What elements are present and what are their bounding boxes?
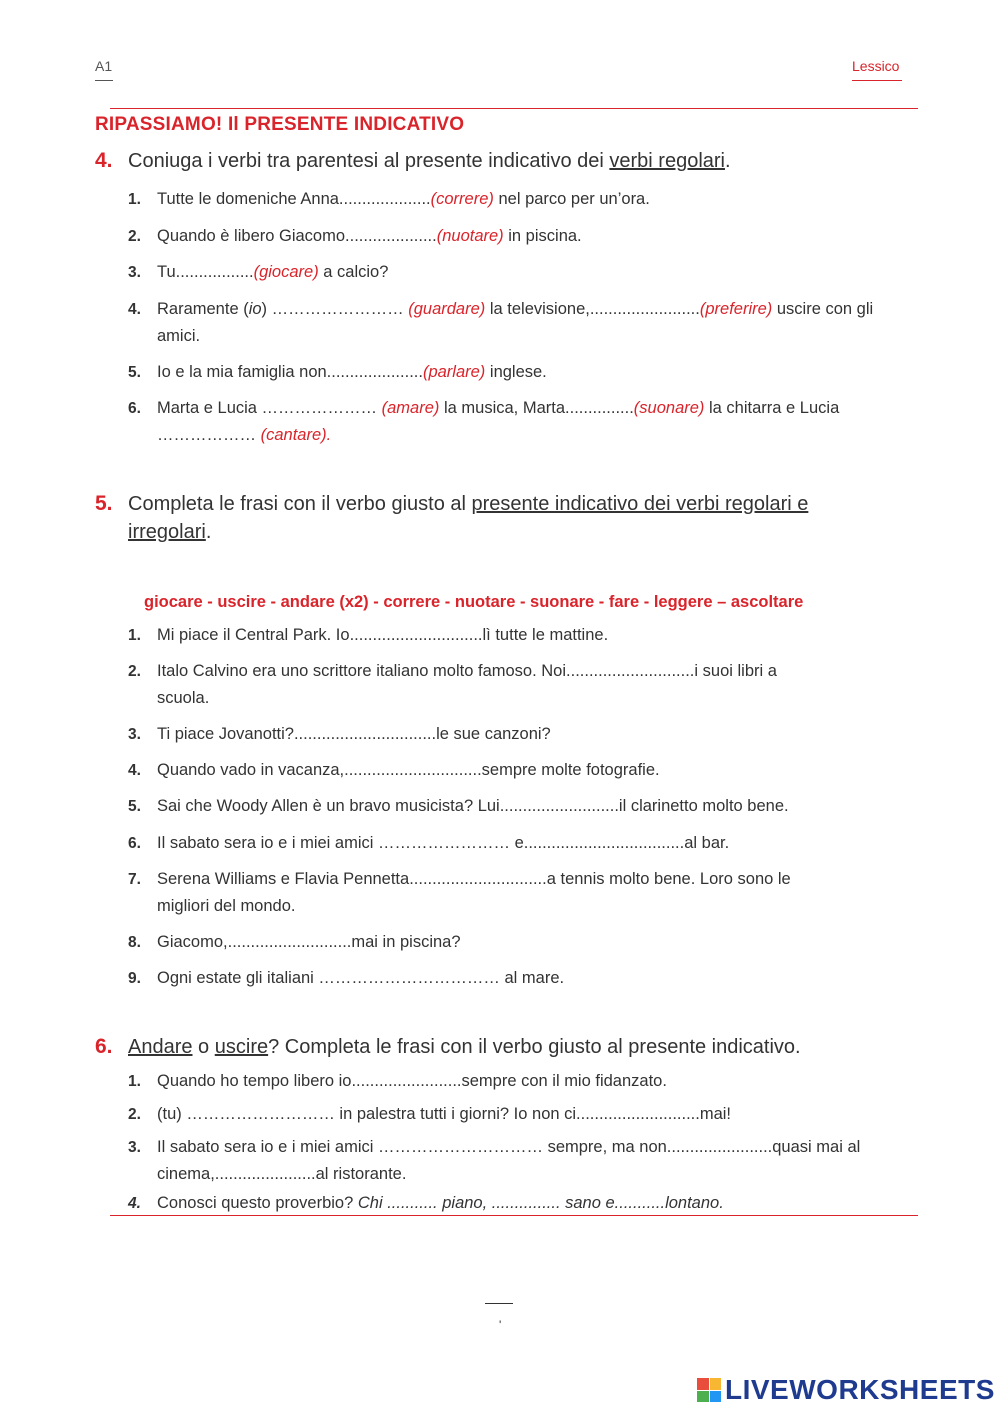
item-number: 6. bbox=[128, 400, 141, 417]
item-text: uscire con gli bbox=[772, 300, 874, 318]
item-text: in piscina. bbox=[503, 227, 582, 245]
ex5-item-7 bbox=[128, 866, 908, 919]
item-text: la televisione,........................ bbox=[485, 300, 700, 318]
verb-hint: (correre) bbox=[430, 190, 494, 208]
item-text: la chitarra e Lucia bbox=[704, 399, 840, 417]
item-text: Sai che Woody Allen è un bravo musicista? Lui..........................il clarinetto molto bene. bbox=[157, 797, 789, 815]
ex5-item-9 bbox=[128, 965, 908, 992]
exercise-4-instruction bbox=[95, 147, 885, 175]
item-text: Giacomo,...........................mai in piscina? bbox=[157, 933, 461, 951]
logo-text: LIVEWORKSHEETS bbox=[725, 1374, 995, 1405]
item-number: 7. bbox=[128, 871, 141, 888]
ex5-item-6 bbox=[128, 830, 908, 857]
section-underline bbox=[852, 80, 902, 81]
item-text: Tutte le domeniche Anna.................... bbox=[157, 190, 431, 208]
item-text: la musica, Marta............... bbox=[439, 399, 634, 417]
item-number: 6. bbox=[128, 835, 141, 852]
item-number: 8. bbox=[128, 934, 141, 951]
item-continuation: migliori del mondo. bbox=[157, 897, 296, 915]
ex4-item-4 bbox=[128, 296, 908, 349]
item-text: Ti piace Jovanotti?...............................le sue canzoni? bbox=[157, 725, 551, 743]
item-text: Quando vado in vacanza,..............................sempre molte fotografie. bbox=[157, 761, 660, 779]
ex4-item-3 bbox=[128, 259, 908, 286]
item-text: Tu................. bbox=[157, 263, 254, 281]
item-text: Serena Williams e Flavia Pennetta..............................a tennis molto bene. Loro sono le bbox=[157, 870, 791, 888]
item-text: (tu) ……………………… in palestra tutti i giorni? Io non ci...........................mai! bbox=[157, 1105, 731, 1123]
item-continuation: scuola. bbox=[157, 689, 210, 707]
item-number: 4. bbox=[128, 1195, 141, 1212]
ex6-item-4 bbox=[128, 1190, 908, 1217]
verb-hint: (suonare) bbox=[633, 399, 705, 417]
instruction-text: Coniuga i verbi tra parentesi al presente indicativo dei bbox=[128, 150, 610, 172]
instruction-text: o bbox=[192, 1036, 215, 1058]
verb-hint: (preferire) bbox=[699, 300, 773, 318]
ex6-item-1 bbox=[128, 1068, 908, 1095]
liveworksheets-logo bbox=[697, 1374, 995, 1406]
item-text: Italo Calvino era uno scrittore italiano molto famoso. Noi............................i suoi libri a bbox=[157, 662, 777, 680]
instruction-text: ? Completa le frasi con il verbo giusto al presente indicativo. bbox=[268, 1036, 801, 1058]
item-number: 2. bbox=[128, 1106, 141, 1123]
item-text: Ogni estate gli italiani …………………………… al mare. bbox=[157, 969, 565, 987]
exercise-number: 4. bbox=[95, 149, 113, 172]
level-underline bbox=[95, 80, 113, 81]
item-number: 5. bbox=[128, 364, 141, 381]
item-number: 5. bbox=[128, 798, 141, 815]
verb-hint: (giocare) bbox=[253, 263, 319, 281]
top-rule bbox=[110, 108, 918, 109]
item-text: Raramente ( bbox=[157, 300, 249, 318]
instruction-text: . bbox=[205, 521, 212, 543]
item-number: 2. bbox=[128, 228, 141, 245]
bottom-rule bbox=[110, 1215, 918, 1216]
item-number: 3. bbox=[128, 726, 141, 743]
logo-mark-icon bbox=[697, 1378, 721, 1402]
item-number: 1. bbox=[128, 627, 141, 644]
verb-hint: (amare) bbox=[381, 399, 440, 417]
proverb-text: Chi ........... piano, ............... sano e...........lontano. bbox=[357, 1194, 724, 1212]
ex5-item-8 bbox=[128, 929, 908, 956]
item-continuation: amici. bbox=[157, 327, 201, 345]
exercise-5-instruction bbox=[95, 490, 885, 546]
verb-hint: (guardare) bbox=[408, 300, 486, 318]
instruction-underlined: presente indicativo dei verbi regolari e bbox=[471, 493, 809, 515]
instruction-underlined: Andare bbox=[128, 1036, 193, 1058]
item-text: ) …………………… bbox=[261, 300, 409, 318]
item-text: Il sabato sera io e i miei amici ………………………… sempre, ma non.......................quasi mai al bbox=[157, 1138, 861, 1156]
ex5-item-3 bbox=[128, 721, 908, 748]
instruction-underlined: uscire bbox=[214, 1036, 269, 1058]
verb-hint: (parlare) bbox=[422, 363, 486, 381]
verb-hint: (nuotare) bbox=[436, 227, 504, 245]
verb-hint: (cantare). bbox=[260, 426, 332, 444]
ex5-item-4 bbox=[128, 757, 908, 784]
item-number: 4. bbox=[128, 301, 141, 318]
item-text: nel parco per un’ora. bbox=[493, 190, 650, 208]
ex5-item-2 bbox=[128, 658, 908, 711]
instruction-underlined: irregolari bbox=[128, 521, 206, 543]
item-text: Quando è libero Giacomo.................... bbox=[157, 227, 437, 245]
instruction-text: Completa le frasi con il verbo giusto al bbox=[128, 493, 472, 515]
item-number: 3. bbox=[128, 264, 141, 281]
item-number: 1. bbox=[128, 1073, 141, 1090]
item-continuation: cinema,......................al ristorante. bbox=[157, 1165, 407, 1183]
page-number-line bbox=[485, 1303, 513, 1304]
word-bank: giocare - uscire - andare (x2) - correre - nuotare - suonare - fare - leggere – ascoltare bbox=[144, 593, 804, 611]
item-text: Il sabato sera io e i miei amici …………………… e...................................al bar. bbox=[157, 834, 730, 852]
item-text: Marta e Lucia ………………… bbox=[157, 399, 382, 417]
item-number: 4. bbox=[128, 762, 141, 779]
item-text: a calcio? bbox=[318, 263, 389, 281]
ex4-item-2 bbox=[128, 223, 908, 250]
item-text: inglese. bbox=[485, 363, 547, 381]
page-mark: ' bbox=[499, 1318, 502, 1332]
ex4-item-5 bbox=[128, 359, 908, 386]
exercise-6-instruction bbox=[95, 1033, 885, 1061]
item-number: 1. bbox=[128, 191, 141, 208]
section-label: Lessico bbox=[852, 58, 900, 74]
item-number: 9. bbox=[128, 970, 141, 987]
ex4-item-1 bbox=[128, 186, 908, 213]
item-continuation: ……………… bbox=[157, 426, 261, 444]
item-text: Conosci questo proverbio? bbox=[157, 1194, 358, 1212]
item-number: 3. bbox=[128, 1139, 141, 1156]
ex6-item-2 bbox=[128, 1101, 908, 1128]
item-text: Mi piace il Central Park. Io.............................lì tutte le mattine. bbox=[157, 626, 609, 644]
item-number: 2. bbox=[128, 663, 141, 680]
instruction-underlined: verbi regolari bbox=[609, 150, 725, 172]
page-title: RIPASSIAMO! Il PRESENTE INDICATIVO bbox=[95, 114, 465, 135]
ex6-item-3 bbox=[128, 1134, 908, 1187]
item-text-italic: io bbox=[248, 300, 262, 318]
ex4-item-6 bbox=[128, 395, 908, 448]
exercise-number: 6. bbox=[95, 1035, 113, 1058]
ex5-item-1 bbox=[128, 622, 908, 649]
ex5-item-5 bbox=[128, 793, 908, 820]
item-text: Quando ho tempo libero io........................sempre con il mio fidanzato. bbox=[157, 1072, 667, 1090]
exercise-number: 5. bbox=[95, 492, 113, 515]
level-label: A1 bbox=[95, 58, 113, 74]
item-text: Io e la mia famiglia non..................... bbox=[157, 363, 423, 381]
instruction-text: . bbox=[725, 150, 731, 172]
